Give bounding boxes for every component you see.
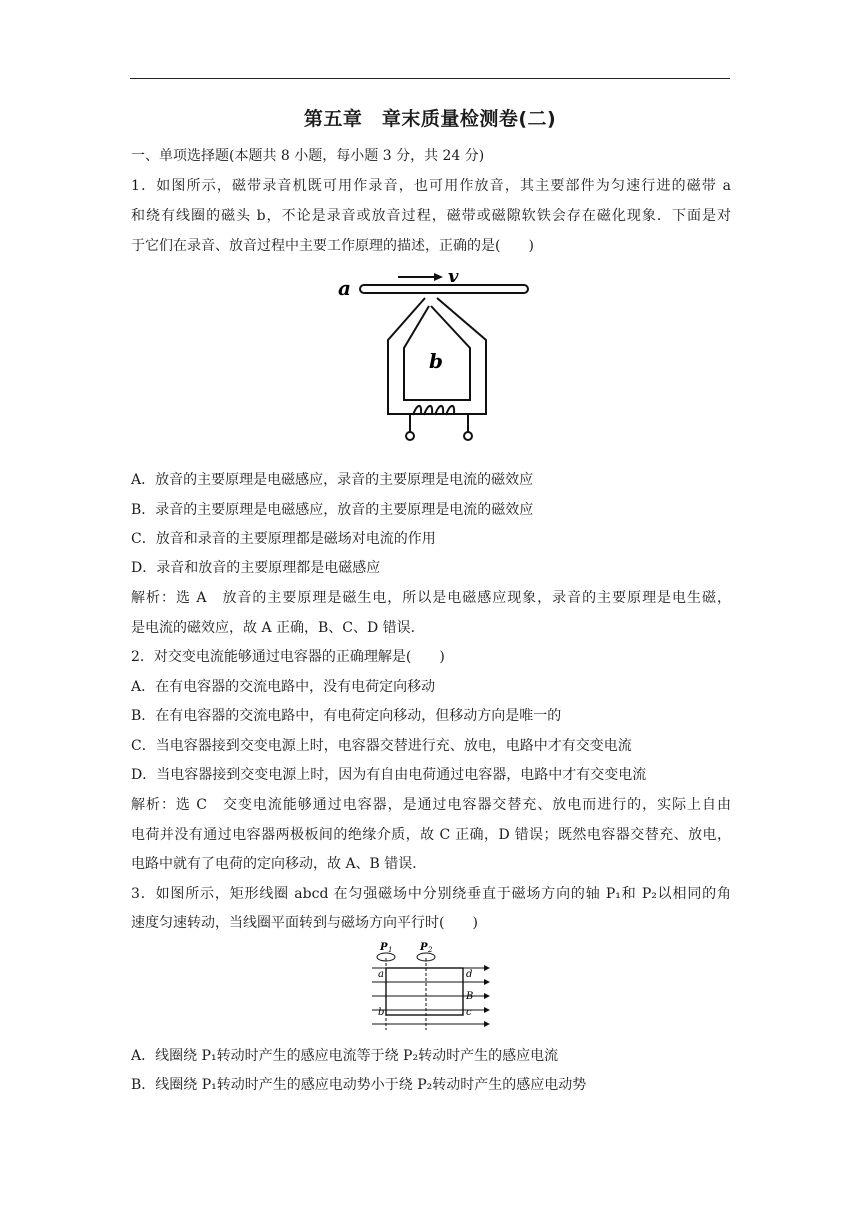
q1-stem-line-3: 于它们在录音、放音过程中主要工作原理的描述，正确的是( ) — [131, 238, 534, 254]
label-b: b — [378, 1007, 385, 1018]
label-velocity: v — [448, 266, 459, 287]
label-p2: P — [420, 942, 428, 953]
q1-option-c: C．放音和录音的主要原理都是磁场对电流的作用 — [131, 531, 436, 547]
q2-option-b: B．在有电容器的交流电路中，有电荷定向移动，但移动方向是唯一的 — [131, 708, 562, 724]
q2-analysis-line-2: 电荷并没有通过电容器两极板间的绝缘介质，故 C 正确，D 错误；既然电容器交替充、放电， — [131, 827, 731, 843]
q2-stem: 2．对交变电流能够通过电容器的正确理解是( ) — [131, 649, 445, 665]
q2-option-d: D．当电容器接到交变电源上时，因为有自由电荷通过电容器，电路中才有交变电流 — [131, 767, 647, 783]
label-d: d — [466, 969, 473, 980]
tape — [360, 285, 528, 293]
label-c: c — [466, 1007, 472, 1018]
q2-analysis-line-3: 电路中就有了电荷的定向移动，故 A、B 错误． — [131, 856, 427, 872]
label-p2-sub: 2 — [428, 946, 433, 954]
q1-stem-line-1: 1．如图所示，磁带录音机既可用作录音，也可用作放音，其主要部件为匀速行进的磁带 a — [131, 178, 731, 194]
section-heading: 一、单项选择题(本题共 8 小题，每小题 3 分，共 24 分) — [131, 148, 485, 164]
top-rule — [130, 78, 730, 79]
page-title: 第五章 章末质量检测卷(二) — [303, 108, 557, 130]
q1-option-d: D．录音和放音的主要原理都是电磁感应 — [131, 560, 381, 576]
coil-field-figure — [368, 938, 492, 1030]
q1-analysis-line-1: 解析：选 A 放音的主要原理是磁生电，所以是电磁感应现象，录音的主要原理是电生磁， — [131, 590, 731, 606]
q1-stem-line-2: 和绕有线圈的磁头 b，不论是录音或放音过程，磁带或磁隙软铁会存在磁化现象．下面是对 — [131, 208, 731, 224]
label-head: b — [429, 349, 443, 373]
terminal-left — [406, 432, 414, 440]
q3-option-b: B．线圈绕 P₁转动时产生的感应电动势小于绕 P₂转动时产生的感应电动势 — [131, 1077, 587, 1093]
label-field: B — [466, 991, 474, 1002]
q3-stem-line-2: 速度匀速转动，当线圈平面转到与磁场方向平行时( ) — [131, 915, 478, 931]
label-p1-sub: 1 — [388, 946, 393, 954]
q1-option-b: B．录音的主要原理是电磁感应，放音的主要原理是电流的磁效应 — [131, 502, 534, 518]
q1-analysis-line-2: 是电流的磁效应，故 A 正确，B、C、D 错误． — [131, 620, 425, 636]
q2-analysis-line-1: 解析：选 C 交变电流能够通过电容器，是通过电容器交替充、放电而进行的，实际上自由 — [131, 797, 731, 813]
terminal-right — [464, 432, 472, 440]
label-p1: P — [380, 942, 388, 953]
tape-head-figure — [330, 264, 540, 450]
q2-option-c: C．当电容器接到交变电源上时，电容器交替进行充、放电，电路中才有交变电流 — [131, 738, 632, 754]
label-tape: a — [338, 276, 351, 300]
q3-option-a: A．线圈绕 P₁转动时产生的感应电流等于绕 P₂转动时产生的感应电流 — [131, 1048, 559, 1064]
label-a: a — [378, 969, 384, 980]
q3-stem-line-1: 3．如图所示，矩形线圈 abcd 在匀强磁场中分别绕垂直于磁场方向的轴 P₁和 P₂以相同的角 — [131, 886, 731, 902]
q2-option-a: A．在有电容器的交流电路中，没有电荷定向移动 — [131, 679, 436, 695]
q1-option-a: A．放音的主要原理是电磁感应，录音的主要原理是电流的磁效应 — [131, 472, 534, 488]
coil-abcd — [386, 968, 463, 1015]
